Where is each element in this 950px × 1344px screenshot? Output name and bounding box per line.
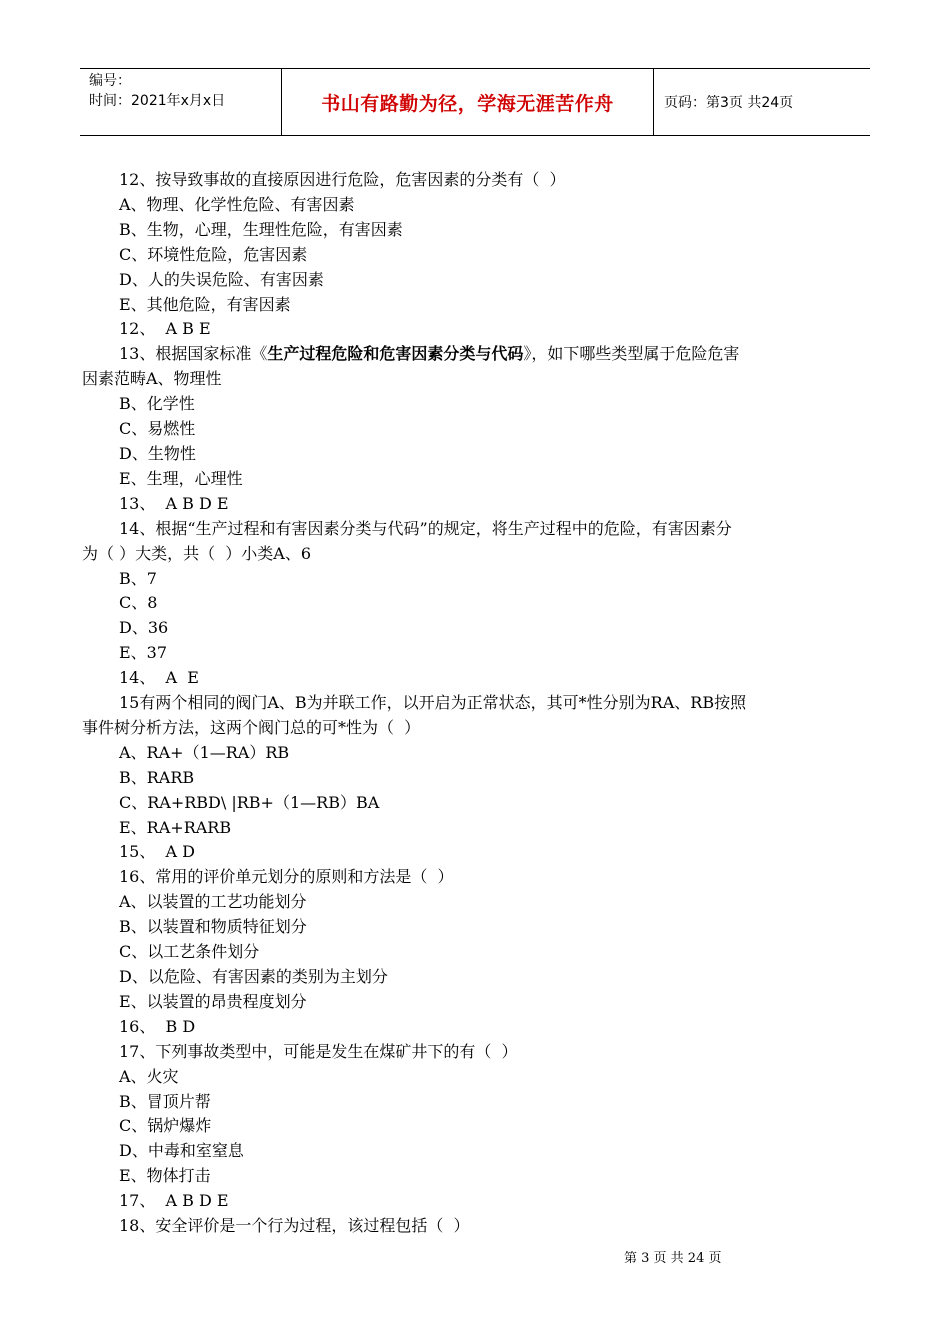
question-13-answer: 13、 A B D E	[119, 493, 229, 513]
question-16-option-d: D、以危险、有害因素的类别为主划分	[119, 967, 388, 986]
document-body	[82, 168, 872, 1239]
question-13-option-e: E、生理，心理性	[119, 468, 243, 488]
standard-title: 生产过程危险和危害因素分类与代码	[267, 344, 524, 364]
question-17: 17、下列事故类型中，可能是发生在煤矿井下的有（ ）	[119, 1041, 518, 1061]
header-page-info: 页码：第3页 共24页	[664, 95, 794, 111]
question-12-option-a: A、物理、化学性危险、有害因素	[119, 194, 355, 214]
question-16-option-e: E、以装置的昂贵程度划分	[119, 991, 307, 1011]
question-12: 12、按导致事故的直接原因进行危险，危害因素的分类有（ ）	[119, 170, 566, 189]
question-13-suffix: 》，如下哪些类型属于危险危害	[523, 344, 740, 364]
question-16-option-c: C、以工艺条件划分	[119, 942, 260, 962]
question-15-continuation: 事件树分析方法，这两个阀门总的可*性为（ ）	[82, 717, 421, 737]
question-17-option-d: D、中毒和室窒息	[119, 1141, 244, 1161]
document-number-label: 编号：	[89, 73, 131, 89]
question-18: 18、安全评价是一个行为过程，该过程包括（ ）	[119, 1216, 470, 1236]
question-17-option-c: C、锅炉爆炸	[119, 1116, 212, 1136]
header-motto: 书山有路勤为径，学海无涯苦作舟	[282, 69, 654, 135]
question-13-option-d: D、生物性	[119, 443, 196, 463]
question-13-option-b: B、化学性	[119, 394, 195, 414]
question-12-answer: 12、 A B E	[119, 319, 211, 339]
page-footer: 第 3 页 共 24 页	[624, 1251, 722, 1266]
question-14-option-e: E、37	[119, 643, 168, 663]
question-15-option-e: E、RA+RARB	[119, 817, 232, 837]
question-14-answer: 14、 A E	[119, 668, 199, 688]
question-13	[82, 342, 872, 367]
question-13-option-c: C、易燃性	[119, 419, 196, 439]
question-17-answer: 17、 A B D E	[119, 1191, 229, 1211]
question-16-option-b: B、以装置和物质特征划分	[119, 917, 307, 937]
question-15-answer: 15、 A D	[119, 842, 196, 862]
question-12-option-e: E、其他危险，有害因素	[119, 294, 291, 314]
header-meta	[80, 69, 282, 135]
question-14: 14、根据“生产过程和有害因素分类与代码”的规定，将生产过程中的危险，有害因素分	[119, 518, 732, 538]
question-17-option-b: B、冒顶片帮	[119, 1091, 211, 1111]
question-12-option-b: B、生物，心理，生理性危险，有害因素	[119, 219, 403, 239]
question-16-option-a: A、以装置的工艺功能划分	[119, 892, 307, 912]
document-time-label: 时间：2021年x月x日	[89, 93, 226, 109]
question-16-answer: 16、 B D	[119, 1016, 196, 1036]
question-15-option-a: A、RA+（1—RA）RB	[119, 742, 290, 762]
question-12-option-d: D、人的失误危险、有害因素	[119, 269, 324, 289]
question-15-option-b: B、RARB	[119, 767, 195, 787]
question-14-option-d: D、36	[119, 618, 169, 638]
question-13-continuation: 因素范畴A、物理性	[82, 369, 222, 389]
question-14-option-c: C、8	[119, 593, 158, 613]
question-14-continuation: 为（ ）大类，共（ ）小类A、6	[82, 543, 311, 563]
document-header	[80, 68, 870, 136]
question-12-option-c: C、环境性危险，危害因素	[119, 244, 308, 264]
question-17-option-a: A、火灾	[119, 1066, 179, 1086]
question-14-option-b: B、7	[119, 568, 157, 588]
question-15-option-c: C、RA+RBD\ |RB+（1—RB）BA	[119, 792, 380, 812]
question-17-option-e: E、物体打击	[119, 1166, 211, 1186]
question-15: 15有两个相同的阀门A、B为并联工作，以开启为正常状态，其可*性分别为RA、RB按照	[119, 693, 747, 713]
question-13-prefix: 13、根据国家标准《	[119, 344, 268, 364]
question-16: 16、常用的评价单元划分的原则和方法是（ ）	[119, 867, 454, 887]
